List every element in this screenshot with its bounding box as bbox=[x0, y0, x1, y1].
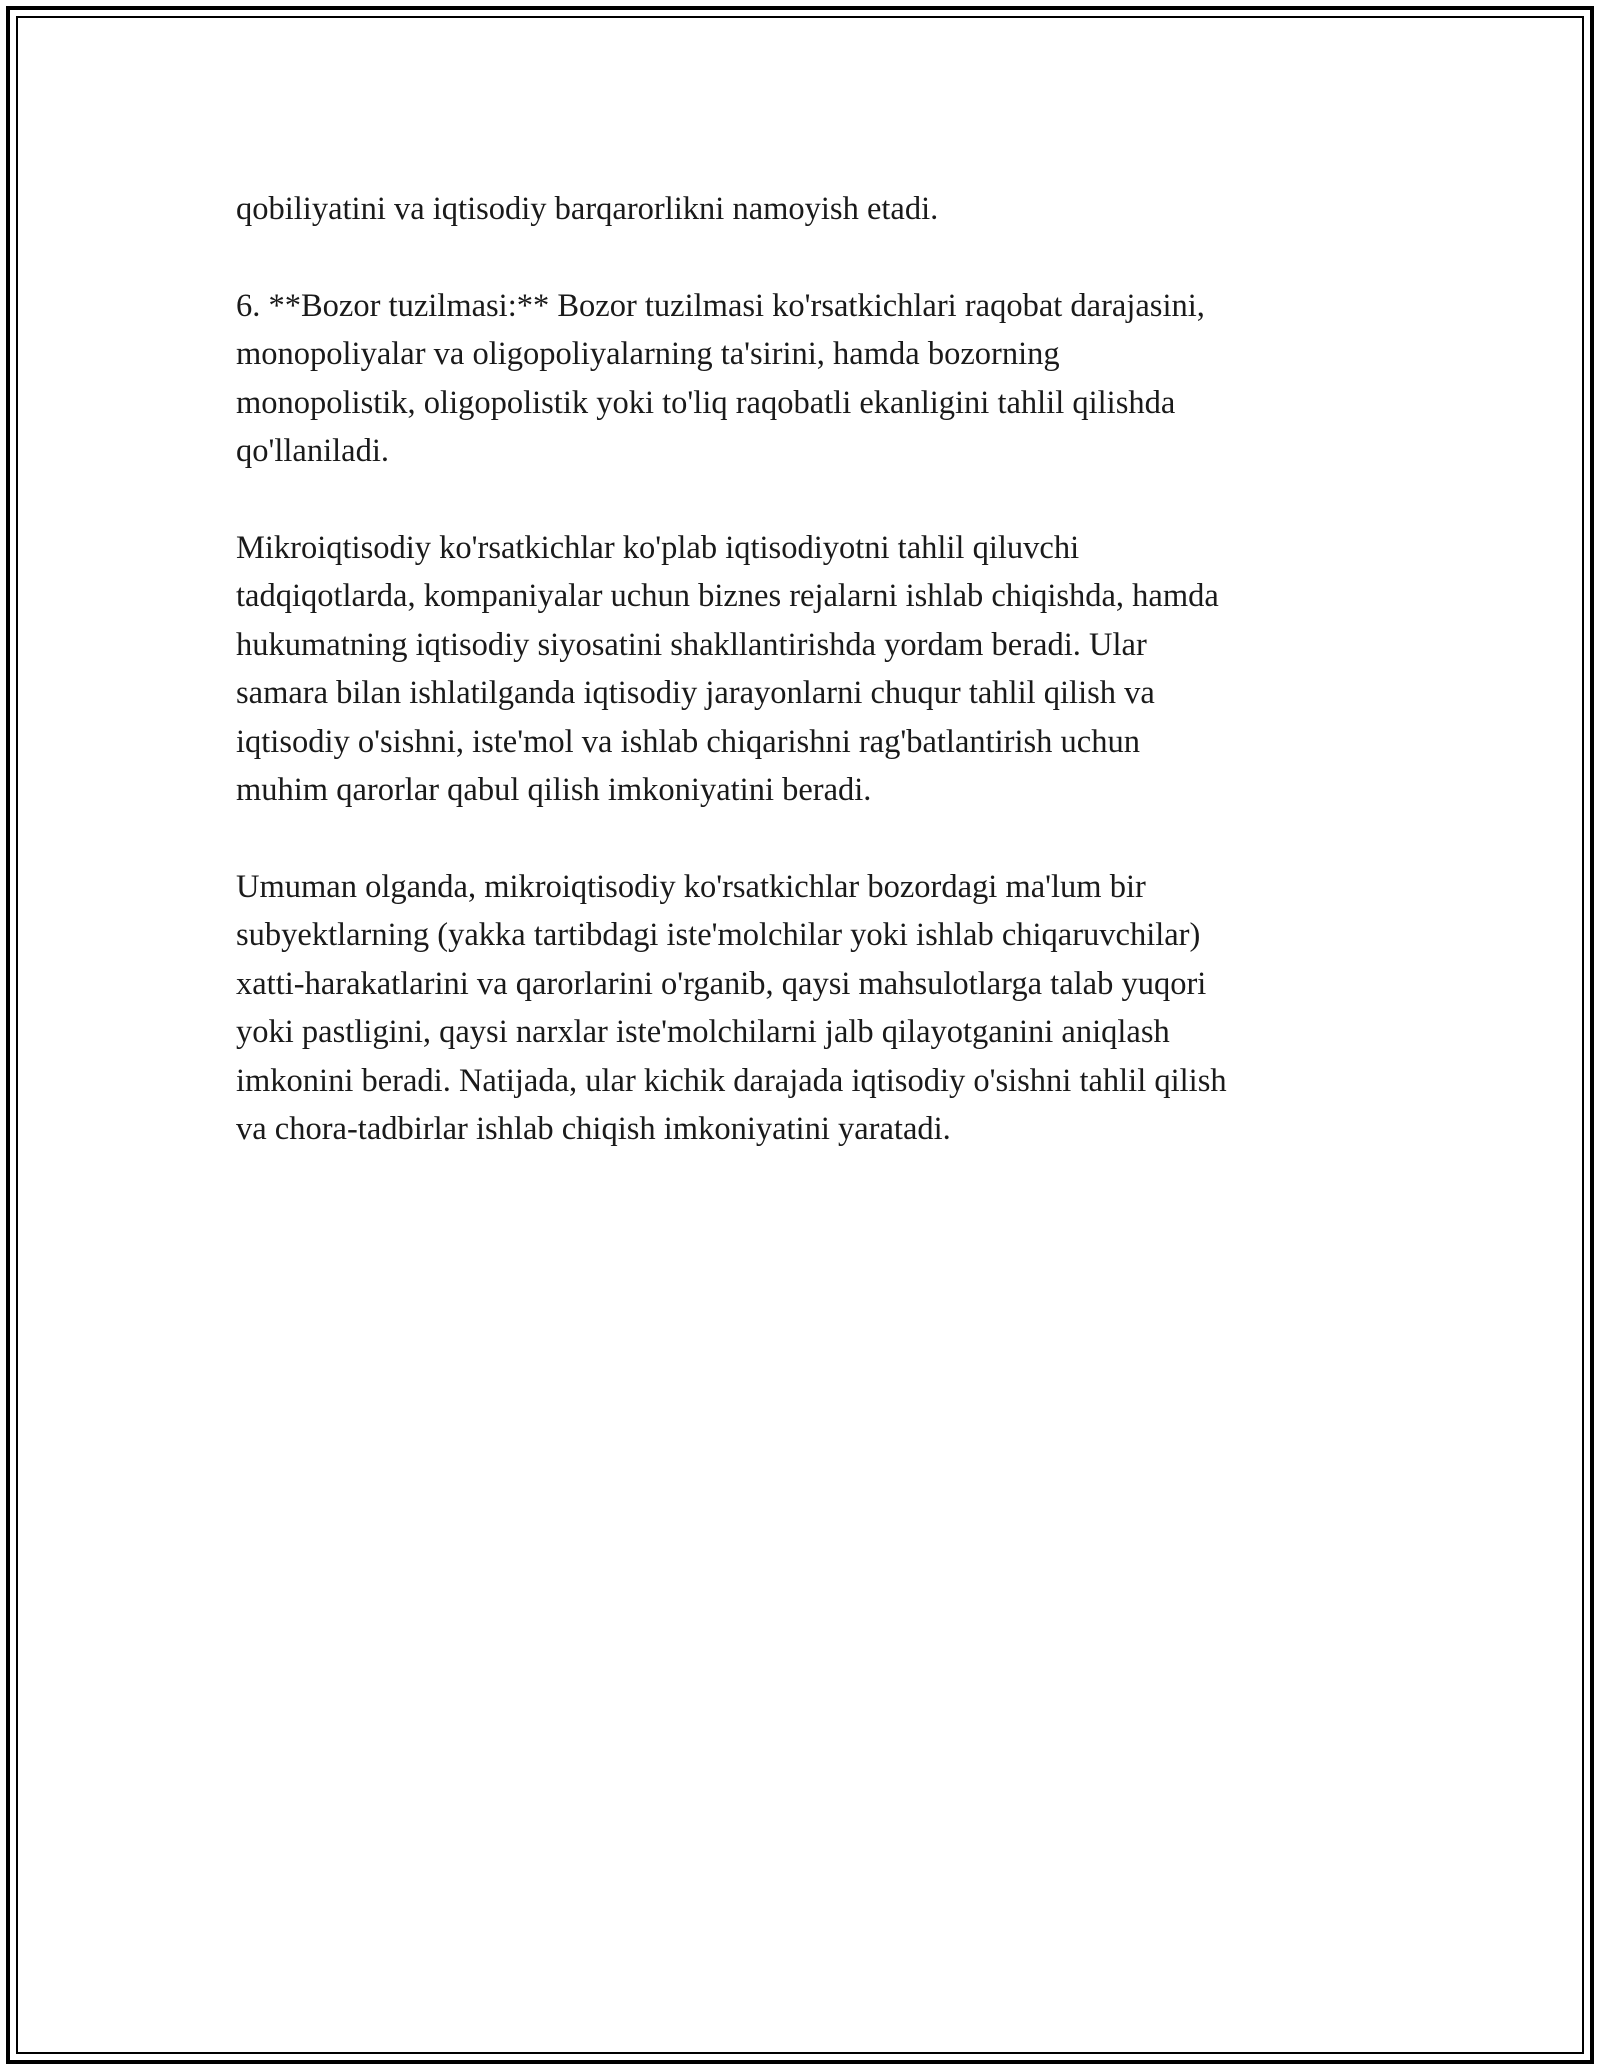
document-body bbox=[236, 185, 1366, 1202]
paragraph-continuation: qobiliyatini va iqtisodiy barqarorlikni namoyish etadi. bbox=[236, 191, 939, 227]
paragraph-market-structure: 6. **Bozor tuzilmasi:** Bozor tuzilmasi ko'rsatkichlari raqobat darajasini, monopoliyalar va oligopoliyalarning ta'sirini, hamda bozorning monopolistik, oligopolistik yoki to'liq raqobatli ekanligini tahlil qilishda qo'llaniladi. bbox=[236, 287, 1205, 469]
paragraph-conclusion: Umuman olganda, mikroiqtisodiy ko'rsatkichlar bozordagi ma'lum bir subyektlarning (yakka tartibdagi iste'molchilar yoki ishlab chiqaruvchilar) xatti-harakatlarini va qarorlarini o'rganib, qaysi mahsulotlarga talab yuqori yoki pastligini, qaysi narxlar iste'molchilarni jalb qilayotganini aniqlash imkonini beradi. Natijada, ular kichik darajada iqtisodiy o'sishni tahlil qilish va chora-tadbirlar ishlab chiqish imkoniyatini yaratadi. bbox=[236, 868, 1227, 1147]
paragraph-usage: Mikroiqtisodiy ko'rsatkichlar ko'plab iqtisodiyotni tahlil qiluvchi tadqiqotlarda, kompaniyalar uchun biznes rejalarni ishlab chiqishda, hamda hukumatning iqtisodiy siyosatini shakllantirishda yordam beradi. Ular samara bilan ishlatilganda iqtisodiy jarayonlarni chuqur tahlil qilish va iqtisodiy o'sishni, iste'mol va ishlab chiqarishni rag'batlantirish uchun muhim qarorlar qabul qilish imkoniyatini beradi. bbox=[236, 529, 1219, 808]
